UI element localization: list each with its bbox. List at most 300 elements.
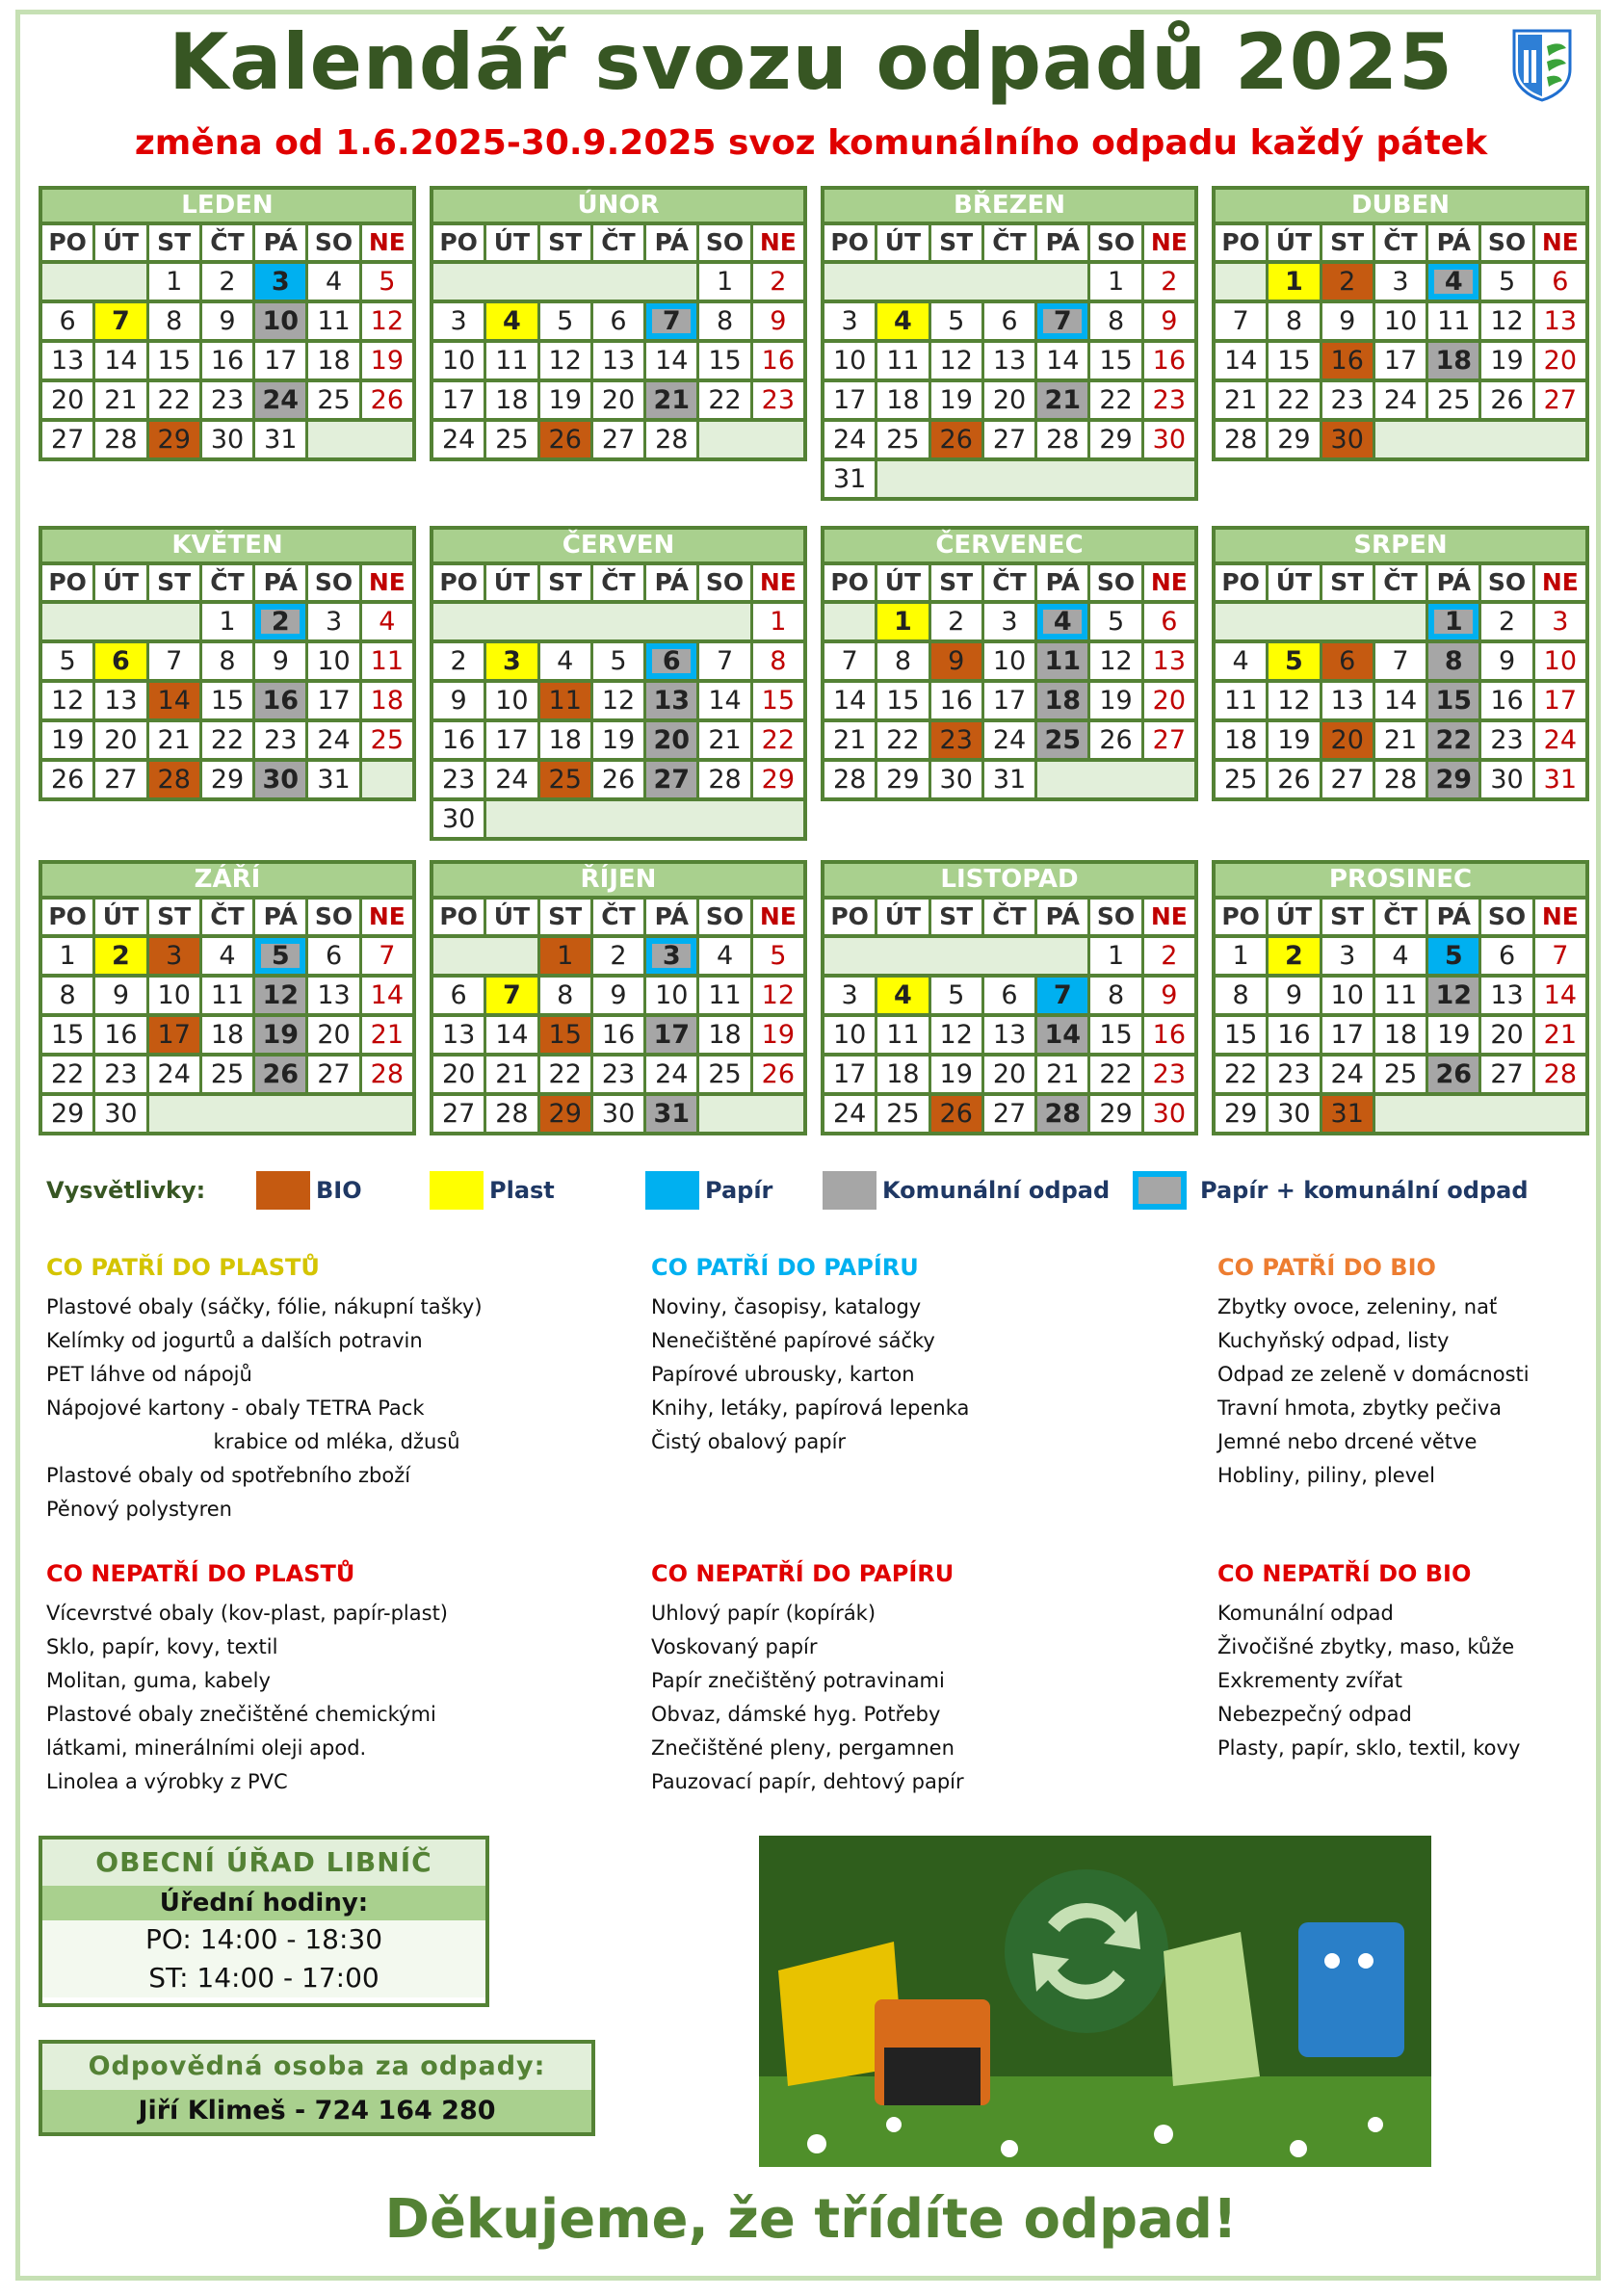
- month-name: LISTOPAD: [824, 864, 1194, 896]
- day-cell: 18: [362, 683, 412, 718]
- day-cell: 15: [149, 343, 199, 378]
- empty-cell: [308, 422, 412, 457]
- day-cell: 4: [699, 938, 749, 974]
- day-cell: 6: [95, 643, 145, 679]
- weekday-header: ČT: [1375, 225, 1426, 260]
- empty-cell: [362, 762, 412, 797]
- day-cell: 27: [984, 1096, 1034, 1132]
- day-cell: 15: [1216, 1017, 1266, 1053]
- day-cell: 5: [540, 303, 590, 339]
- weekday-header: ST: [1322, 565, 1373, 600]
- weekday-header: SO: [699, 900, 749, 934]
- day-cell: 21: [1375, 722, 1426, 758]
- weekday-header: SO: [1481, 565, 1531, 600]
- info-line: Nebezpečný odpad: [1217, 1703, 1412, 1726]
- month-name: PROSINEC: [1216, 864, 1585, 896]
- weekday-header: SO: [1090, 900, 1140, 934]
- day-cell: 28: [1375, 762, 1426, 797]
- day-cell: 17: [646, 1017, 696, 1053]
- day-cell: 12: [255, 978, 305, 1013]
- day-cell: 9: [1144, 303, 1194, 339]
- day-cell: 31: [308, 762, 358, 797]
- day-cell: 8: [540, 978, 590, 1013]
- day-cell: 5: [1481, 264, 1531, 300]
- day-cell: 26: [1481, 382, 1531, 418]
- day-cell: 31: [255, 422, 305, 457]
- day-cell: 3: [646, 938, 696, 974]
- day-cell: 13: [984, 343, 1034, 378]
- day-cell: 10: [646, 978, 696, 1013]
- empty-cell: [42, 264, 146, 300]
- day-cell: 1: [1216, 938, 1266, 974]
- day-cell: 16: [1144, 343, 1194, 378]
- day-cell: 23: [753, 382, 803, 418]
- day-cell: 3: [1535, 604, 1585, 639]
- day-cell: 14: [1375, 683, 1426, 718]
- legend-swatch-bio: [256, 1171, 310, 1210]
- month-name: LEDEN: [42, 190, 412, 222]
- info-line: Plastové obaly (sáčky, fólie, nákupní tašky): [46, 1295, 483, 1318]
- day-cell: 2: [1144, 264, 1194, 300]
- empty-cell: [149, 1096, 412, 1132]
- plast-yes-heading: CO PATŘÍ DO PLASTŮ: [46, 1254, 320, 1281]
- weekday-header: NE: [1535, 900, 1585, 934]
- day-cell: 23: [931, 722, 981, 758]
- contact-title: Odpovědná osoba za odpady:: [42, 2044, 591, 2090]
- day-cell: 26: [1428, 1057, 1478, 1092]
- plast-no-heading: CO NEPATŘÍ DO PLASTŮ: [46, 1560, 355, 1587]
- day-cell: 23: [593, 1057, 643, 1092]
- day-cell: 10: [1535, 643, 1585, 679]
- day-cell: 9: [593, 978, 643, 1013]
- day-cell: 18: [1037, 683, 1087, 718]
- day-cell: 11: [202, 978, 252, 1013]
- day-cell: 8: [1090, 978, 1140, 1013]
- day-cell: 13: [1144, 643, 1194, 679]
- office-hours-label: Úřední hodiny:: [42, 1886, 485, 1920]
- weekday-header: ST: [540, 565, 590, 600]
- info-line: Papír znečištěný potravinami: [651, 1669, 945, 1692]
- weekday-header: SO: [699, 225, 749, 260]
- day-cell: 11: [486, 343, 536, 378]
- day-cell: 8: [699, 303, 749, 339]
- weekday-header: PÁ: [646, 900, 696, 934]
- day-cell: 24: [255, 382, 305, 418]
- month-1: [39, 186, 416, 461]
- day-cell: 29: [1269, 422, 1319, 457]
- day-cell: 28: [95, 422, 145, 457]
- day-cell: 7: [149, 643, 199, 679]
- info-line: Plastové obaly od spotřebního zboží: [46, 1464, 411, 1487]
- empty-cell: [433, 938, 537, 974]
- day-cell: 25: [202, 1057, 252, 1092]
- day-cell: 9: [931, 643, 981, 679]
- weekday-header: PO: [824, 225, 875, 260]
- day-cell: 14: [486, 1017, 536, 1053]
- weekday-header: ČT: [984, 225, 1034, 260]
- info-line: Linolea a výrobky z PVC: [46, 1770, 288, 1793]
- day-cell: 4: [362, 604, 412, 639]
- day-cell: 5: [753, 938, 803, 974]
- weekday-header: ČT: [593, 900, 643, 934]
- day-cell: 17: [486, 722, 536, 758]
- day-cell: 1: [877, 604, 928, 639]
- day-cell: 21: [486, 1057, 536, 1092]
- day-cell: 28: [1216, 422, 1266, 457]
- day-cell: 24: [433, 422, 484, 457]
- day-cell: 29: [753, 762, 803, 797]
- month-name: ČERVENEC: [824, 530, 1194, 561]
- weekday-header: PO: [824, 900, 875, 934]
- info-line: Odpad ze zeleně v domácnosti: [1217, 1363, 1530, 1386]
- weekday-header: ÚT: [95, 900, 145, 934]
- day-cell: 27: [1535, 382, 1585, 418]
- day-cell: 19: [931, 1057, 981, 1092]
- day-cell: 19: [1481, 343, 1531, 378]
- day-cell: 11: [1375, 978, 1426, 1013]
- day-cell: 25: [308, 382, 358, 418]
- legend-label-bio: BIO: [316, 1177, 362, 1204]
- weekday-header: ÚT: [1269, 225, 1319, 260]
- day-cell: 25: [1428, 382, 1478, 418]
- day-cell: 3: [1322, 938, 1373, 974]
- day-cell: 15: [877, 683, 928, 718]
- day-cell: 8: [1216, 978, 1266, 1013]
- day-cell: 4: [1375, 938, 1426, 974]
- weekday-header: NE: [753, 900, 803, 934]
- day-cell: 17: [149, 1017, 199, 1053]
- day-cell: 24: [824, 422, 875, 457]
- day-cell: 21: [1535, 1017, 1585, 1053]
- day-cell: 6: [42, 303, 92, 339]
- day-cell: 12: [931, 1017, 981, 1053]
- legend-label-plast: Plast: [489, 1177, 555, 1204]
- month-3: [821, 186, 1198, 501]
- day-cell: 9: [1269, 978, 1319, 1013]
- day-cell: 15: [42, 1017, 92, 1053]
- day-cell: 11: [362, 643, 412, 679]
- info-line: Noviny, časopisy, katalogy: [651, 1295, 922, 1318]
- day-cell: 20: [984, 382, 1034, 418]
- page-title: Kalendář svozu odpadů 2025: [169, 17, 1453, 107]
- day-cell: 7: [95, 303, 145, 339]
- day-cell: 10: [824, 1017, 875, 1053]
- weekday-header: ČT: [1375, 565, 1426, 600]
- empty-cell: [699, 1096, 803, 1132]
- day-cell: 11: [699, 978, 749, 1013]
- day-cell: 4: [1037, 604, 1087, 639]
- day-cell: 19: [1428, 1017, 1478, 1053]
- day-cell: 6: [984, 978, 1034, 1013]
- weekday-header: ST: [149, 565, 199, 600]
- day-cell: 31: [1322, 1096, 1373, 1132]
- day-cell: 20: [1322, 722, 1373, 758]
- day-cell: 6: [1144, 604, 1194, 639]
- contact-box: [39, 2040, 595, 2136]
- day-cell: 9: [255, 643, 305, 679]
- day-cell: 13: [1481, 978, 1531, 1013]
- day-cell: 30: [931, 762, 981, 797]
- day-cell: 21: [149, 722, 199, 758]
- day-cell: 21: [1037, 382, 1087, 418]
- day-cell: 16: [753, 343, 803, 378]
- day-cell: 14: [1535, 978, 1585, 1013]
- info-line: Kelímky od jogurtů a dalších potravin: [46, 1329, 423, 1352]
- weekday-header: ÚT: [1269, 565, 1319, 600]
- day-cell: 24: [1535, 722, 1585, 758]
- day-cell: 16: [433, 722, 484, 758]
- weekday-header: ČT: [202, 565, 252, 600]
- weekday-header: NE: [1144, 565, 1194, 600]
- day-cell: 29: [1428, 762, 1478, 797]
- day-cell: 27: [646, 762, 696, 797]
- day-cell: 1: [1090, 938, 1140, 974]
- weekday-header: NE: [753, 565, 803, 600]
- day-cell: 19: [931, 382, 981, 418]
- weekday-header: ST: [540, 225, 590, 260]
- day-cell: 22: [202, 722, 252, 758]
- papir-yes-lines: [651, 1291, 1152, 1459]
- day-cell: 20: [984, 1057, 1034, 1092]
- day-cell: 21: [646, 382, 696, 418]
- empty-cell: [699, 422, 803, 457]
- day-cell: 27: [1322, 762, 1373, 797]
- day-cell: 10: [149, 978, 199, 1013]
- day-cell: 13: [308, 978, 358, 1013]
- day-cell: 14: [699, 683, 749, 718]
- day-cell: 18: [1216, 722, 1266, 758]
- day-cell: 15: [1269, 343, 1319, 378]
- weekday-header: SO: [1481, 225, 1531, 260]
- day-cell: 13: [42, 343, 92, 378]
- weekday-header: ÚT: [95, 565, 145, 600]
- day-cell: 29: [1090, 1096, 1140, 1132]
- info-line: Jemné nebo drcené větve: [1217, 1430, 1478, 1453]
- month-name: ZÁŘÍ: [42, 864, 412, 896]
- info-line: Plastové obaly znečištěné chemickými: [46, 1703, 436, 1726]
- day-cell: 7: [699, 643, 749, 679]
- day-cell: 2: [931, 604, 981, 639]
- weekday-header: ÚT: [95, 225, 145, 260]
- day-cell: 29: [149, 422, 199, 457]
- day-cell: 27: [1144, 722, 1194, 758]
- day-cell: 1: [149, 264, 199, 300]
- day-cell: 2: [1144, 938, 1194, 974]
- day-cell: 5: [1090, 604, 1140, 639]
- day-cell: 7: [824, 643, 875, 679]
- day-cell: 12: [1428, 978, 1478, 1013]
- day-cell: 26: [931, 1096, 981, 1132]
- weekday-header: PÁ: [1428, 225, 1478, 260]
- day-cell: 4: [308, 264, 358, 300]
- day-cell: 12: [1269, 683, 1319, 718]
- day-cell: 10: [308, 643, 358, 679]
- weekday-header: NE: [1144, 900, 1194, 934]
- weekday-header: PÁ: [255, 225, 305, 260]
- empty-cell: [877, 461, 1194, 497]
- day-cell: 9: [753, 303, 803, 339]
- day-cell: 18: [540, 722, 590, 758]
- day-cell: 29: [42, 1096, 92, 1132]
- weekday-header: SO: [1090, 565, 1140, 600]
- papir-no-heading: CO NEPATŘÍ DO PAPÍRU: [651, 1560, 955, 1587]
- info-line: Exkrementy zvířat: [1217, 1669, 1402, 1692]
- day-cell: 14: [362, 978, 412, 1013]
- day-cell: 23: [1481, 722, 1531, 758]
- month-8: [1212, 526, 1589, 801]
- day-cell: 30: [1144, 1096, 1194, 1132]
- day-cell: 15: [1090, 1017, 1140, 1053]
- day-cell: 3: [824, 978, 875, 1013]
- weekday-header: PÁ: [1428, 900, 1478, 934]
- day-cell: 19: [362, 343, 412, 378]
- day-cell: 30: [1322, 422, 1373, 457]
- day-cell: 19: [540, 382, 590, 418]
- weekday-header: ÚT: [486, 565, 536, 600]
- day-cell: 18: [486, 382, 536, 418]
- weekday-header: NE: [362, 565, 412, 600]
- papir-yes-list: [651, 1254, 1152, 1459]
- plast-yes-lines: [46, 1291, 547, 1526]
- day-cell: 7: [1375, 643, 1426, 679]
- day-cell: 18: [877, 382, 928, 418]
- day-cell: 17: [824, 1057, 875, 1092]
- day-cell: 30: [1481, 762, 1531, 797]
- weekday-header: PO: [42, 225, 92, 260]
- day-cell: 2: [1481, 604, 1531, 639]
- info-line: látkami, minerálními oleji apod.: [46, 1736, 367, 1760]
- day-cell: 12: [1481, 303, 1531, 339]
- day-cell: 24: [824, 1096, 875, 1132]
- day-cell: 22: [149, 382, 199, 418]
- day-cell: 14: [95, 343, 145, 378]
- day-cell: 3: [308, 604, 358, 639]
- day-cell: 1: [42, 938, 92, 974]
- day-cell: 20: [308, 1017, 358, 1053]
- empty-cell: [486, 801, 803, 837]
- day-cell: 30: [202, 422, 252, 457]
- legend-swatch-papir: [645, 1171, 699, 1210]
- day-cell: 3: [433, 303, 484, 339]
- weekday-header: ST: [931, 565, 981, 600]
- info-line: Voskovaný papír: [651, 1635, 818, 1658]
- day-cell: 12: [42, 683, 92, 718]
- day-cell: 21: [824, 722, 875, 758]
- month-11: [821, 860, 1198, 1135]
- day-cell: 28: [1535, 1057, 1585, 1092]
- weekday-header: PÁ: [646, 565, 696, 600]
- day-cell: 14: [824, 683, 875, 718]
- empty-cell: [824, 604, 875, 639]
- month-name: KVĚTEN: [42, 530, 412, 561]
- info-line: Pauzovací papír, dehtový papír: [651, 1770, 964, 1793]
- day-cell: 7: [646, 303, 696, 339]
- legend-title: Vysvětlivky:: [46, 1177, 206, 1204]
- day-cell: 19: [255, 1017, 305, 1053]
- day-cell: 1: [753, 604, 803, 639]
- day-cell: 14: [1037, 1017, 1087, 1053]
- month-7: [821, 526, 1198, 801]
- day-cell: 4: [540, 643, 590, 679]
- empty-cell: [1375, 422, 1585, 457]
- day-cell: 21: [699, 722, 749, 758]
- day-cell: 10: [486, 683, 536, 718]
- day-cell: 28: [824, 762, 875, 797]
- info-line: Travní hmota, zbytky pečiva: [1217, 1396, 1503, 1420]
- day-cell: 15: [753, 683, 803, 718]
- day-cell: 4: [1216, 643, 1266, 679]
- day-cell: 5: [42, 643, 92, 679]
- day-cell: 8: [877, 643, 928, 679]
- day-cell: 8: [42, 978, 92, 1013]
- day-cell: 14: [1037, 343, 1087, 378]
- day-cell: 7: [1037, 303, 1087, 339]
- day-cell: 22: [1090, 1057, 1140, 1092]
- day-cell: 6: [1481, 938, 1531, 974]
- info-line: Knihy, letáky, papírová lepenka: [651, 1396, 970, 1420]
- day-cell: 24: [646, 1057, 696, 1092]
- day-cell: 5: [362, 264, 412, 300]
- day-cell: 23: [255, 722, 305, 758]
- day-cell: 6: [593, 303, 643, 339]
- day-cell: 22: [540, 1057, 590, 1092]
- month-10: [430, 860, 807, 1135]
- day-cell: 24: [308, 722, 358, 758]
- day-cell: 27: [433, 1096, 484, 1132]
- day-cell: 23: [1144, 382, 1194, 418]
- day-cell: 22: [699, 382, 749, 418]
- day-cell: 19: [1090, 683, 1140, 718]
- day-cell: 12: [593, 683, 643, 718]
- day-cell: 20: [1535, 343, 1585, 378]
- info-line: Uhlový papír (kopírák): [651, 1602, 876, 1625]
- weekday-header: PO: [433, 225, 484, 260]
- info-line: Komunální odpad: [1217, 1602, 1394, 1625]
- info-line: Papírové ubrousky, karton: [651, 1363, 915, 1386]
- day-cell: 3: [486, 643, 536, 679]
- day-cell: 11: [877, 1017, 928, 1053]
- day-cell: 26: [753, 1057, 803, 1092]
- day-cell: 7: [1037, 978, 1087, 1013]
- day-cell: 8: [753, 643, 803, 679]
- day-cell: 12: [362, 303, 412, 339]
- day-cell: 23: [95, 1057, 145, 1092]
- day-cell: 15: [202, 683, 252, 718]
- day-cell: 27: [308, 1057, 358, 1092]
- info-line: Plasty, papír, sklo, textil, kovy: [1217, 1736, 1521, 1760]
- day-cell: 22: [877, 722, 928, 758]
- day-cell: 24: [1375, 382, 1426, 418]
- info-line: Nenečištěné papírové sáčky: [651, 1329, 935, 1352]
- day-cell: 27: [593, 422, 643, 457]
- day-cell: 2: [1322, 264, 1373, 300]
- info-line: Kuchyňský odpad, listy: [1217, 1329, 1450, 1352]
- weekday-header: ÚT: [486, 225, 536, 260]
- day-cell: 7: [1535, 938, 1585, 974]
- day-cell: 2: [433, 643, 484, 679]
- day-cell: 17: [308, 683, 358, 718]
- day-cell: 12: [753, 978, 803, 1013]
- day-cell: 5: [593, 643, 643, 679]
- weekday-header: PÁ: [646, 225, 696, 260]
- bio-yes-heading: CO PATŘÍ DO BIO: [1217, 1254, 1436, 1281]
- weekday-header: SO: [308, 565, 358, 600]
- weekday-header: PÁ: [1037, 225, 1087, 260]
- month-4: [1212, 186, 1589, 461]
- weekday-header: ÚT: [877, 225, 928, 260]
- day-cell: 26: [540, 422, 590, 457]
- day-cell: 5: [931, 978, 981, 1013]
